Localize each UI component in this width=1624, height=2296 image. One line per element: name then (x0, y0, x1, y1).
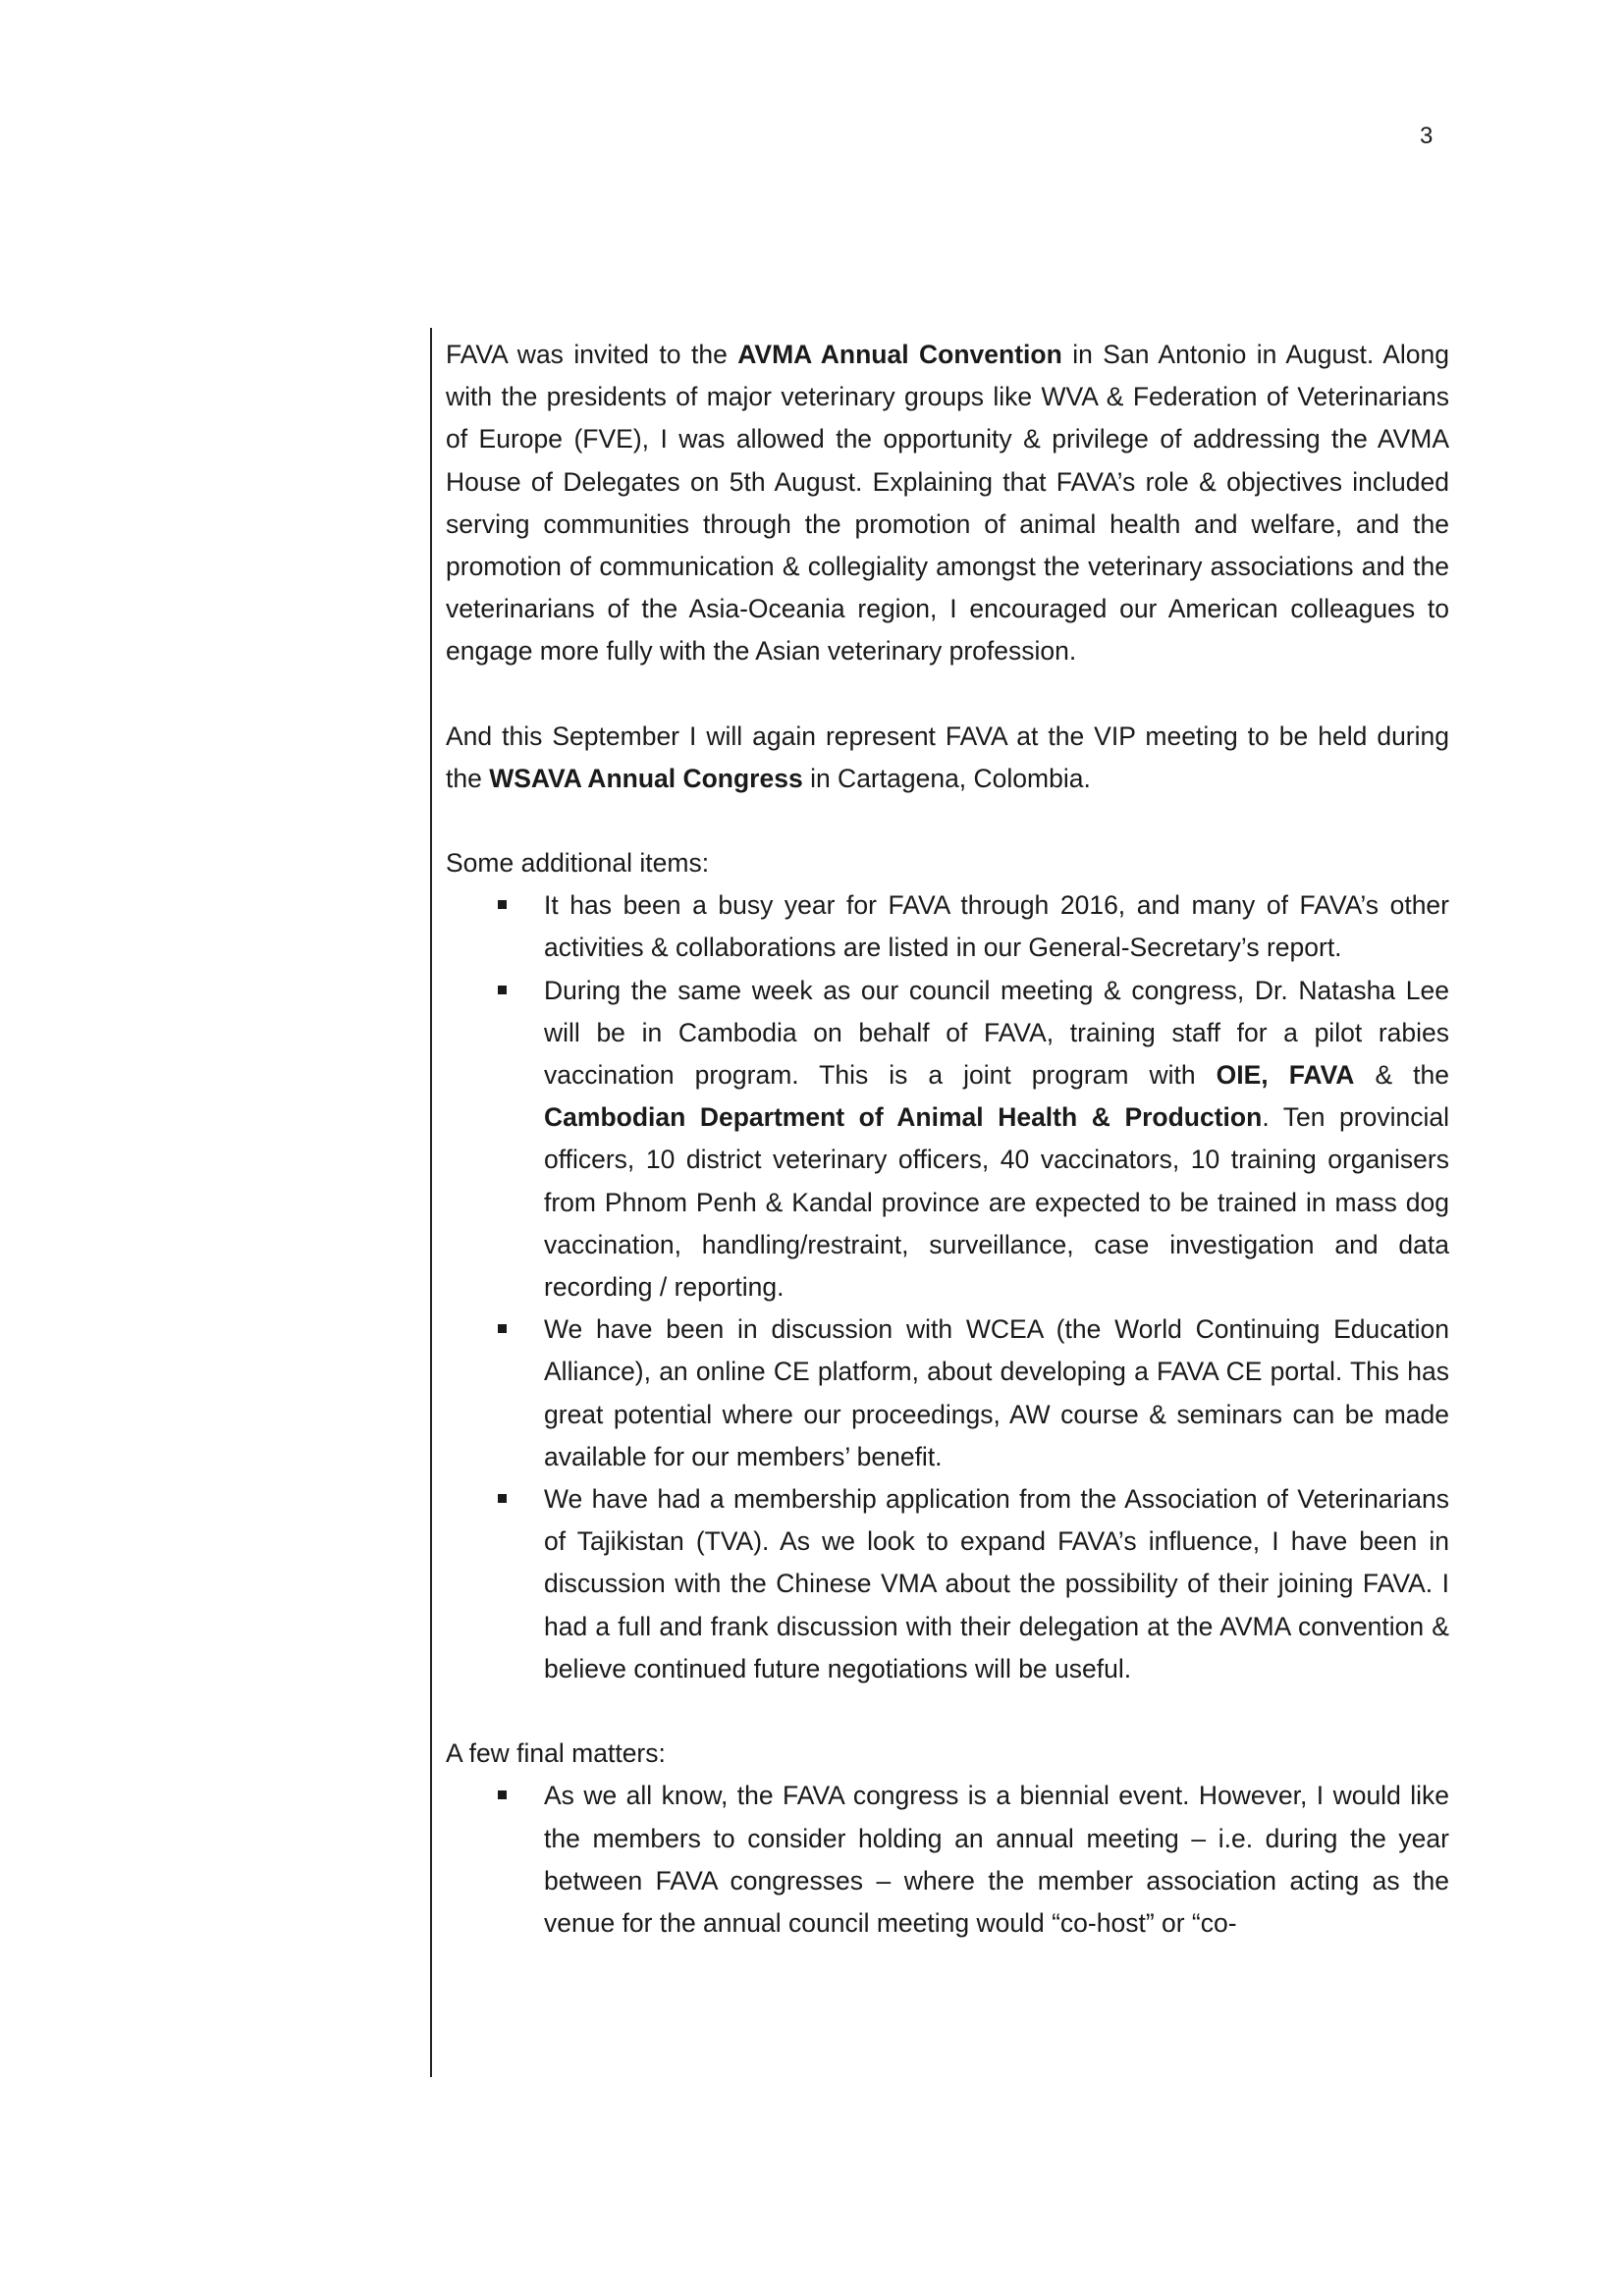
text-run: We have been in discussion with WCEA (the World Continuing Education Alliance), an online CE platform, about developing a FAVA CE portal. This has great potential where our proceedings, AW course & seminars can be made available for our members’ benefit. (544, 1314, 1449, 1471)
bold-org-name: Cambodian Department of Animal Health & Production (544, 1102, 1263, 1133)
text-run: And this September I will again represent FAVA at the VIP meeting to be held during the (446, 721, 1449, 793)
paragraph-avma-convention (446, 334, 1449, 673)
text-run: During the same week as our council meeting & congress, Dr. Natasha Lee will be in Cambodia on behalf of FAVA, training staff for a pilot rabies vaccination program. This is a joint program with (544, 975, 1449, 1091)
square-bullet-icon (498, 1790, 507, 1799)
page-number: 3 (1420, 123, 1434, 149)
text-run: We have had a membership application from the Association of Veterinarians of Tajikistan (TVA). As we look to expand FAVA’s influence, I have been in discussion with the Chinese VMA about the possibility of their joining FAVA. I had a full and frank discussion with their delegation at the AVMA convention & believe continued future negotiations will be useful. (544, 1484, 1449, 1683)
text-run: . Ten provincial officers, 10 district veterinary officers, 40 vaccinators, 10 training organisers from Phnom Penh & Kandal province are expected to be trained in mass dog vaccination, handling/restraint, surveillance, case investigation and data recording / reporting. (544, 1102, 1449, 1303)
additional-items-heading: Some additional items: (446, 848, 710, 879)
bold-event-name: WSAVA Annual Congress (489, 763, 803, 793)
text-run: As we all know, the FAVA congress is a biennial event. However, I would like the members to consider holding an annual meeting – i.e. during the year between FAVA congresses – where the member association acting as the venue for the annual council meeting would “co-host” or “co- (544, 1781, 1449, 1938)
final-matters-heading: A few final matters: (446, 1738, 666, 1769)
list-item (446, 1478, 1449, 1690)
text-run: & the (1354, 1060, 1449, 1091)
square-bullet-icon (498, 986, 507, 994)
document-body (446, 334, 1449, 1945)
revision-bar (430, 328, 432, 2077)
list-item (446, 970, 1449, 1309)
text-run: in Cartagena, Colombia. (802, 763, 1091, 793)
additional-items-list (446, 884, 1449, 1690)
bold-org-name: OIE, FAVA (1216, 1060, 1355, 1091)
list-item (446, 884, 1449, 969)
final-matters-list (446, 1775, 1449, 1945)
list-item (446, 1308, 1449, 1478)
text-run: FAVA was invited to the (446, 340, 738, 369)
square-bullet-icon (498, 1324, 507, 1333)
square-bullet-icon (498, 900, 507, 909)
list-item (446, 1775, 1449, 1945)
text-run: It has been a busy year for FAVA through 2016, and many of FAVA’s other activities & collaborations are listed in our General-Secretary’s report. (544, 890, 1449, 963)
square-bullet-icon (498, 1494, 507, 1503)
text-run: in San Antonio in August. Along with the presidents of major veterinary groups like WVA & Federation of Veterinarians of Europe (FVE), I was allowed the opportunity & privilege of addressing the AVMA House of Delegates on 5th August. Explaining that FAVA’s role & objectives included serving communities through the promotion of animal health and welfare, and the promotion of communication & collegiality amongst the veterinary associations and the veterinarians of the Asia-Oceania region, I encouraged our American colleagues to engage more fully with the Asian veterinary profession. (446, 340, 1449, 667)
bold-event-name: AVMA Annual Convention (737, 340, 1062, 369)
paragraph-wsava-congress (446, 716, 1449, 800)
